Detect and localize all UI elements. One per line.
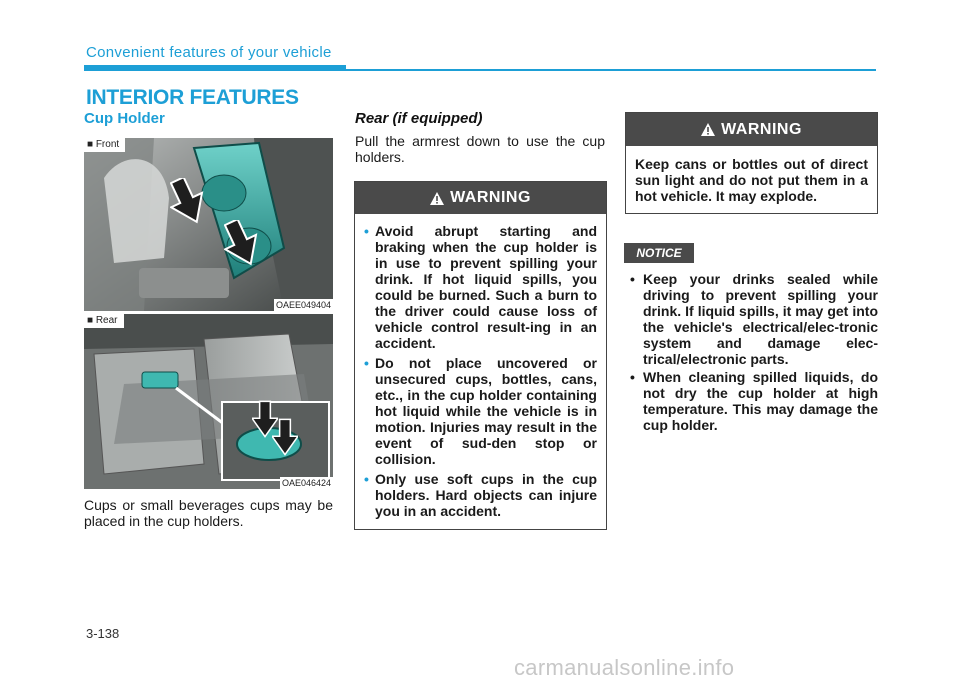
section-header: Convenient features of your vehicle [86,44,332,61]
notice-list [624,271,878,435]
front-photo-code: OAEE049404 [275,300,331,310]
warning-item: • Do not place uncovered or unsecured cups, bottles, cans, etc., in the cup holder containing hot liquid while the vehicle is in motion. Injuries may result in the event of sud-den stop or collision. [364,355,597,467]
section-header-rule [346,69,876,71]
warning-box-side [625,112,878,214]
warning-item: • Avoid abrupt starting and braking when the cup holder is in use to prevent spilling your drink. If hot liquid spills, you could be burned. Such a burn to the driver could cause loss of vehicle control result-ing in an accident. [364,223,597,351]
warning-header [626,113,877,146]
bullet-icon: • [364,223,369,239]
front-cup-holder-photo [84,138,333,311]
section-header-bar [84,65,346,71]
front-photo-label: ■ Front [84,138,125,152]
cup-holder-title: Cup Holder [84,110,165,127]
rear-seat-illustration [84,314,333,489]
notice-badge: NOTICE [624,243,694,263]
rear-description: Pull the armrest down to use the cup holders. [355,133,605,165]
bullet-icon: • [630,369,635,385]
warning-body [355,214,606,529]
front-console-illustration [84,138,333,311]
warning-triangle-icon [701,123,715,136]
watermark: carmanualsonline.info [514,655,735,680]
arrow-down-icon [170,178,204,224]
warning-header [355,182,606,214]
bullet-icon: • [364,471,369,487]
chapter-title: INTERIOR FEATURES [86,86,299,109]
rear-title: Rear (if equipped) [355,110,483,127]
bullet-icon: • [630,271,635,287]
notice-item: • Keep your drinks sealed while driving to prevent spilling your drink. If liquid spills, it may get into the vehicle's electrical/elec-tronic system and damage elec-trical/electronic parts. [630,271,878,367]
warning-title: WARNING [450,189,531,206]
warning-title: WARNING [721,120,802,138]
warning-side-text: Keep cans or bottles out of direct sun light and do not put them in a hot vehicle. It may explode. [635,156,868,204]
rear-photo-label: ■ Rear [84,314,124,328]
rear-photo-code: OAE046424 [281,478,331,488]
notice-item: • When cleaning spilled liquids, do not dry the cup holder at high temperature. This may damage the cup holder. [630,369,878,433]
arrow-down-icon [272,418,298,456]
warning-triangle-icon [430,192,444,205]
warning-box-main [354,181,607,530]
warning-item: • Only use soft cups in the cup holders. Hard objects can injure you in an accident. [364,471,597,519]
bullet-icon: • [364,355,369,371]
rear-cup-holder-photo [84,314,333,489]
page-number: 3-138 [86,626,120,641]
arrow-down-icon [224,220,258,266]
cup-holder-description: Cups or small beverages cups may be placed in the cup holders. [84,497,333,529]
